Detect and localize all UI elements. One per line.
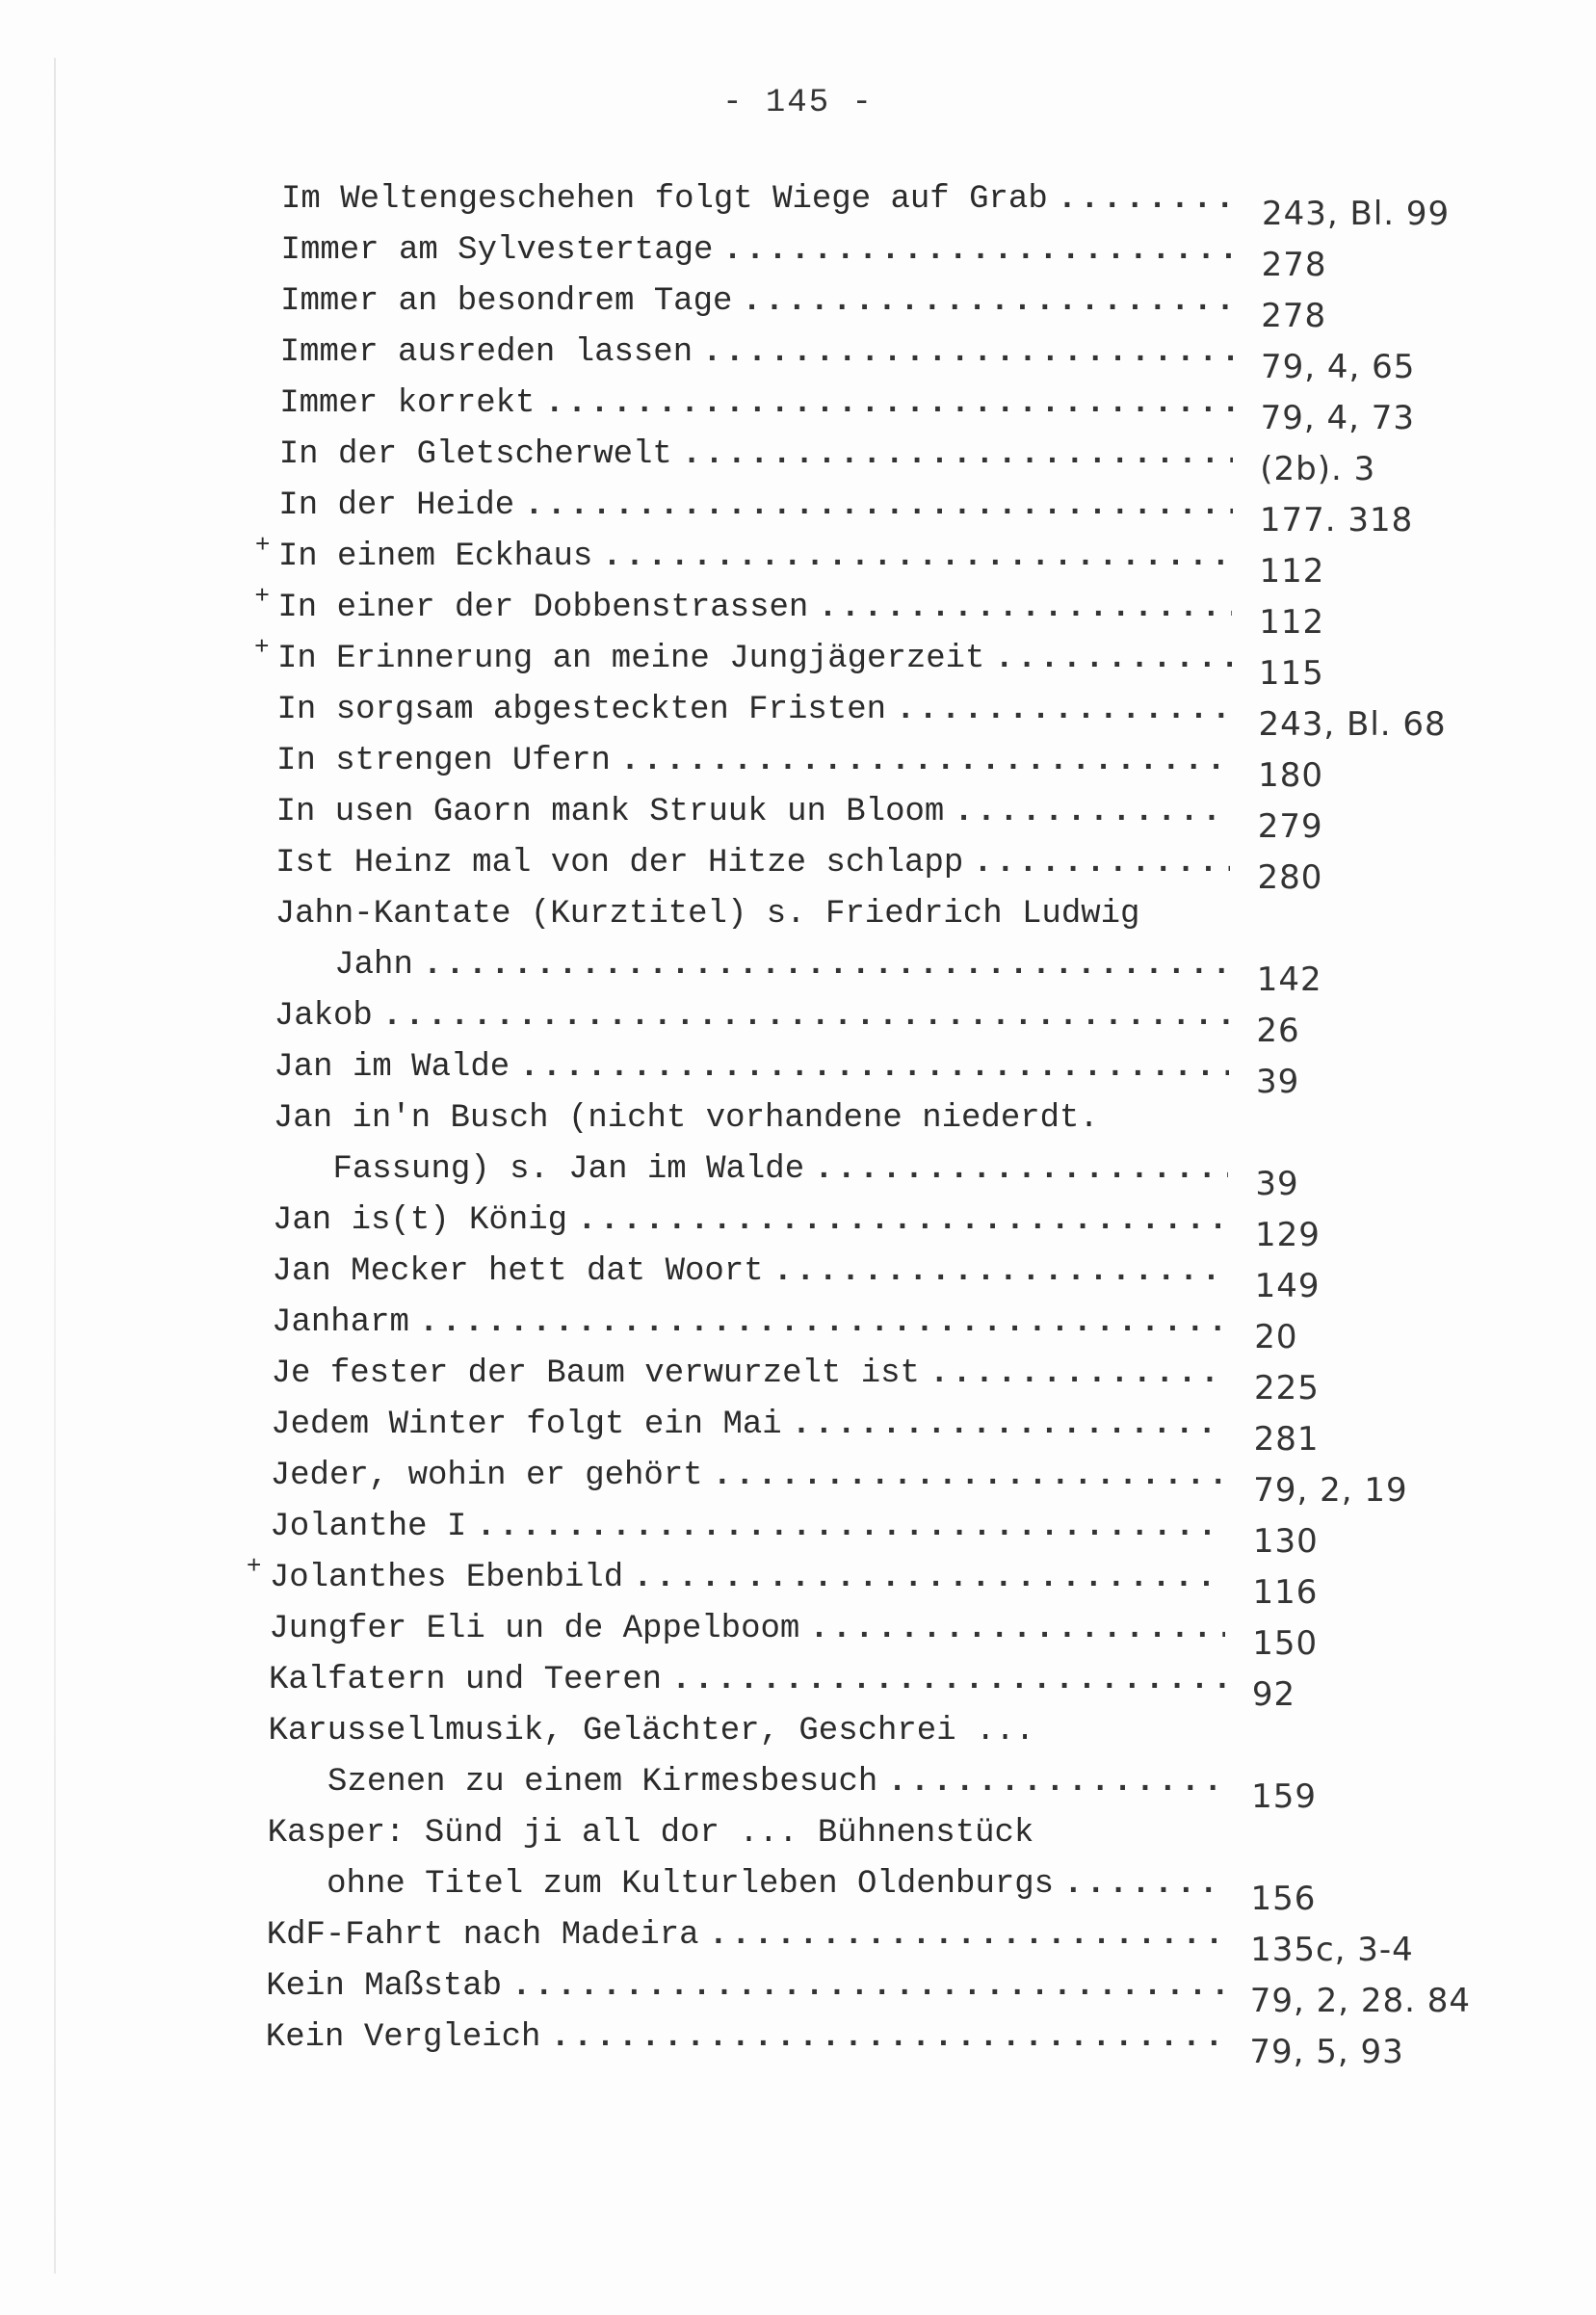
dot-leader — [544, 385, 1233, 422]
page-number: - 145 - — [722, 85, 874, 121]
marker-plus: + — [246, 1552, 262, 1581]
dot-leader — [577, 1202, 1228, 1239]
entry-reference: 159 — [1251, 1777, 1318, 1816]
entry-title: Jahn — [334, 947, 413, 984]
index-entry — [274, 1049, 1300, 1101]
entry-reference: 149 — [1254, 1267, 1321, 1305]
dot-leader — [742, 283, 1234, 320]
entry-title: Jahn-Kantate (Kurztitel) s. Friedrich Ludwig — [275, 896, 1140, 933]
entry-reference: 112 — [1259, 552, 1325, 591]
index-entry — [270, 1509, 1319, 1561]
dot-leader — [973, 845, 1230, 881]
entry-title: Fassung) s. Jan im Walde — [332, 1151, 805, 1188]
index-entry — [265, 2019, 1404, 2071]
entry-reference: 92 — [1251, 1675, 1296, 1714]
index-entry — [280, 232, 1327, 284]
entry-reference: 39 — [1255, 1165, 1299, 1203]
index-entry — [327, 1866, 1317, 1918]
entry-reference: 79, 5, 93 — [1249, 2033, 1404, 2071]
entry-reference: 243, Bl. 99 — [1262, 195, 1451, 233]
index-entry — [276, 692, 1447, 744]
entry-title: Janharm — [272, 1304, 409, 1341]
index-entry — [279, 385, 1415, 437]
entry-reference: 116 — [1252, 1573, 1319, 1612]
entry-title: Kalfatern und Teeren — [268, 1662, 663, 1698]
entry-reference: 79, 4, 73 — [1260, 399, 1415, 437]
dot-leader — [671, 1662, 1225, 1698]
dot-leader — [702, 334, 1234, 371]
index-entry — [278, 487, 1414, 539]
entry-reference: 177. 318 — [1259, 501, 1414, 539]
index-entry — [278, 436, 1376, 488]
entry-title: In der Heide — [278, 487, 515, 524]
entry-title: Immer an besondrem Tage — [280, 283, 733, 320]
entry-reference: 180 — [1258, 756, 1324, 795]
entry-reference: 225 — [1253, 1369, 1320, 1407]
index-entry — [281, 181, 1451, 233]
dot-leader — [511, 1968, 1223, 2005]
entry-title: Jungfer Eli un de Appelboom — [269, 1611, 800, 1647]
entry-reference: 79, 4, 65 — [1260, 348, 1416, 386]
entry-title: In sorgsam abgesteckten Fristen — [276, 692, 887, 728]
index-entry — [327, 1764, 1318, 1816]
entry-title: In usen Gaorn mank Struuk un Bloom — [275, 794, 945, 830]
entry-title: ohne Titel zum Kulturleben Oldenburgs — [327, 1866, 1055, 1903]
index-entry — [272, 1304, 1298, 1356]
entry-reference: 135c, 3-4 — [1250, 1931, 1414, 1969]
entry-title: Jan Mecker hett dat Woort — [272, 1253, 764, 1290]
entry-title: Jan in'n Busch (nicht vorhandene niederdt. — [273, 1100, 1099, 1137]
index-entry — [332, 1151, 1299, 1203]
index-entry — [266, 1917, 1414, 1969]
entry-title: Je fester der Baum verwurzelt ist — [271, 1355, 920, 1392]
entry-reference: 129 — [1255, 1216, 1321, 1254]
dot-leader — [954, 794, 1230, 830]
entry-reference: (2b). 3 — [1260, 450, 1376, 488]
entry-title: Im Weltengeschehen folgt Wiege auf Grab — [281, 181, 1048, 218]
index-entry — [272, 1253, 1321, 1305]
entry-title: Immer ausreden lassen — [279, 334, 693, 371]
dot-leader — [896, 692, 1231, 728]
entry-title: In einem Eckhaus — [277, 539, 593, 575]
dot-leader — [602, 539, 1232, 575]
entry-title: Ist Heinz mal von der Hitze schlapp — [275, 845, 964, 881]
entry-reference: 112 — [1259, 603, 1325, 642]
entry-title: KdF-Fahrt nach Madeira — [266, 1917, 699, 1954]
index-entry — [334, 947, 1322, 999]
entry-reference: 281 — [1253, 1420, 1320, 1459]
index-entry — [276, 743, 1324, 795]
dot-leader — [809, 1611, 1225, 1647]
entry-title: Karussellmusik, Gelächter, Geschrei ... — [268, 1713, 1035, 1749]
dot-leader — [1058, 181, 1235, 218]
dot-leader — [682, 436, 1233, 473]
entry-title: Immer am Sylvestertage — [280, 232, 714, 269]
marker-plus: + — [253, 633, 270, 662]
entry-reference: 142 — [1256, 960, 1322, 999]
entry-title: Kein Vergleich — [265, 2019, 541, 2056]
entry-title: Kein Maßstab — [266, 1968, 503, 2005]
index-entry — [269, 1611, 1319, 1663]
entry-title: In der Gletscherwelt — [278, 436, 672, 473]
entry-reference: 243, Bl. 68 — [1258, 705, 1447, 744]
entry-reference: 278 — [1261, 246, 1327, 284]
dot-leader — [792, 1407, 1227, 1443]
dot-leader — [818, 590, 1232, 626]
marker-plus: + — [254, 582, 270, 611]
entry-title: Jeder, wohin er gehört — [270, 1458, 703, 1494]
entry-reference: 79, 2, 19 — [1253, 1471, 1408, 1510]
dot-leader — [419, 1304, 1227, 1341]
index-entry — [274, 998, 1300, 1050]
index-entry — [275, 794, 1323, 846]
dot-leader — [929, 1355, 1227, 1392]
index-entry — [275, 845, 1323, 897]
index-entry — [279, 334, 1416, 386]
dot-leader — [550, 2019, 1222, 2056]
entry-title: In strengen Ufern — [276, 743, 611, 779]
entry-title: In Erinnerung an meine Jungjägerzeit — [276, 641, 985, 677]
dot-leader — [519, 1049, 1229, 1086]
dot-leader — [423, 947, 1230, 984]
index-entry — [253, 633, 1324, 693]
entry-reference: 39 — [1256, 1063, 1300, 1101]
index-entry — [254, 531, 1325, 591]
index-entry — [270, 1458, 1408, 1510]
page-edge-shadow — [54, 58, 56, 2274]
dot-leader — [713, 1458, 1227, 1494]
index-entry — [268, 1815, 1224, 1866]
marker-plus: + — [254, 531, 271, 560]
index-entry — [274, 1100, 1229, 1151]
entry-reference: 150 — [1252, 1624, 1319, 1663]
entry-reference: 130 — [1252, 1522, 1319, 1561]
index-entry — [273, 1202, 1321, 1254]
index-entry — [280, 283, 1327, 335]
index-entry — [275, 896, 1230, 947]
entry-title: Szenen zu einem Kirmesbesuch — [327, 1764, 878, 1801]
entry-title: Jan im Walde — [274, 1049, 510, 1086]
entry-reference: 79, 2, 28. 84 — [1249, 1982, 1472, 2020]
dot-leader — [994, 641, 1231, 677]
dot-leader — [887, 1764, 1224, 1801]
dot-leader — [722, 232, 1234, 269]
dot-leader — [814, 1151, 1228, 1188]
index-entry — [268, 1662, 1296, 1714]
entry-title: Jolanthe I — [270, 1509, 467, 1545]
entry-reference: 280 — [1257, 858, 1323, 897]
index-entry — [271, 1407, 1320, 1459]
entry-reference: 20 — [1254, 1318, 1298, 1356]
dot-leader — [1063, 1866, 1223, 1903]
entry-title: Jolanthes Ebenbild — [269, 1560, 624, 1596]
index-entry — [254, 582, 1325, 642]
index-entry — [271, 1355, 1320, 1407]
entry-title: Jan is(t) König — [273, 1202, 568, 1239]
entry-reference: 279 — [1257, 807, 1323, 846]
dot-leader — [709, 1917, 1224, 1954]
entry-title: Jedem Winter folgt ein Mai — [271, 1407, 782, 1443]
dot-leader — [773, 1253, 1228, 1290]
entry-reference: 278 — [1261, 297, 1327, 335]
dot-leader — [633, 1560, 1225, 1596]
entry-reference: 156 — [1250, 1880, 1317, 1918]
entry-title: Immer korrekt — [279, 385, 536, 422]
dot-leader — [382, 998, 1230, 1035]
index-entry — [246, 1552, 1319, 1612]
entry-title: Jakob — [274, 998, 373, 1035]
dot-leader — [476, 1509, 1226, 1545]
index-entry — [269, 1713, 1225, 1764]
entry-reference: 115 — [1258, 654, 1324, 693]
dot-leader — [524, 487, 1233, 524]
entry-title: In einer der Dobbenstrassen — [277, 590, 809, 626]
index-entry — [266, 1968, 1472, 2020]
entry-reference: 26 — [1256, 1012, 1300, 1050]
dot-leader — [620, 743, 1231, 779]
entry-title: Kasper: Sünd ji all dor ... Bühnenstück — [267, 1815, 1034, 1852]
